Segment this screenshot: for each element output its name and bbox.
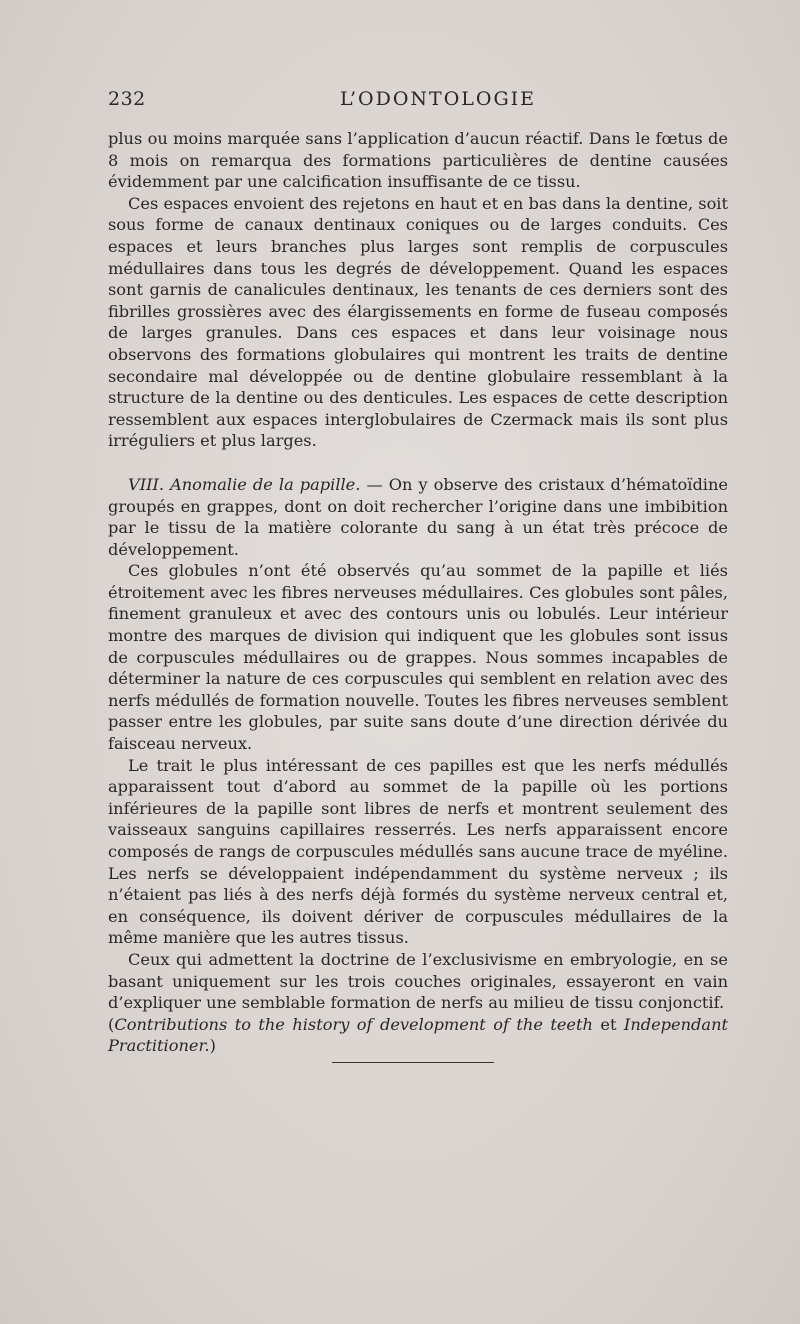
end-rule [332, 1062, 494, 1063]
citation-conj: et [592, 1014, 624, 1034]
paragraph-3 [108, 474, 728, 560]
paragraph-3-text: — On y observe des cristaux d’hématoïdine groupés en grappes, dont on doit rechercher l’origine dans une imbibition par le tissu de la matière colorante du sang à un état très précoce de développement. [108, 474, 728, 559]
section-heading: VIII. Anomalie de la papille. [128, 474, 361, 494]
citation-open: ( [108, 1014, 115, 1034]
citation-close: ) [209, 1036, 216, 1056]
paragraph-5: Le trait le plus intéressant de ces papilles est que les nerfs médullés apparaissent tout d’abord au sommet de la papille où les portions inférieures de la papille sont libres de nerfs et montrent seulement des vaisseaux sanguins capillaires resserrés. Les nerfs apparaissent encore composés de rangs de corpuscules médullés sans aucune trace de myéline. Les nerfs se développaient indépendamment du système nerveux ; ils n’étaient pas liés à des nerfs déjà formés du système nerveux central et, en conséquence, ils doivent dériver de corpuscules médullaires de la même manière que les autres tissus. [108, 755, 728, 948]
page-number: 232 [108, 88, 146, 110]
running-title: L’ODONTOLOGIE [339, 88, 537, 110]
citation-title-1: Contributions to the history of development of the teeth [114, 1014, 593, 1034]
paragraph-1: plus ou moins marquée sans l’application d’aucun réactif. Dans le fœtus de 8 mois on remarqua des formations particulières de dentine causées évidemment par une calcification insuffisante de ce tissu. [108, 129, 728, 192]
citation-title-2: Independant Practitioner. [108, 1014, 728, 1056]
paragraph-6: Ceux qui admettent la doctrine de l’exclusivisme en embryologie, en se basant uniquement sur les trois couches originales, essayeront en vain d’expliquer une semblable formation de nerfs au milieu de tissu conjonctif. [108, 949, 728, 1013]
citation [108, 1014, 728, 1057]
body-text [108, 128, 728, 1057]
paragraph-2: Ces espaces envoient des rejetons en haut et en bas dans la dentine, soit sous forme de canaux dentinaux coniques ou de larges conduits. Ces espaces et leurs branches plus larges sont remplis de corpuscules médullaires dans tous les degrés de développement. Quand les espaces sont garnis de canalicules dentinaux, les tenants de ces derniers sont des fibrilles grossières avec des élargissements en forme de fuseau composés de larges granules. Dans ces espaces et dans leur voisinage nous observons des formations globulaires qui montrent les traits de dentine secondaire mal développée ou de dentine globulaire ressemblant à la structure de la dentine ou des denticules. Les espaces de cette description ressemblent aux espaces interglobulaires de Czermack mais ils sont plus irréguliers et plus larges. [108, 193, 728, 451]
paragraph-4: Ces globules n’ont été observés qu’au sommet de la papille et liés étroitement avec les fibres nerveuses médullaires. Ces globules sont pâles, finement granuleux et avec des contours unis ou lobulés. Leur intérieur montre des marques de division qui indiquent que les globules sont issus de corpuscules médullaires ou de grappes. Nous sommes incapables de déterminer la nature de ces corpuscules qui semblent en relation avec des nerfs médullés de formation nouvelle. Toutes les fibres nerveuses semblent passer entre les globules, par suite sans doute d’une direction dérivée du faisceau nerveux. [108, 561, 728, 754]
page-header [108, 88, 728, 118]
